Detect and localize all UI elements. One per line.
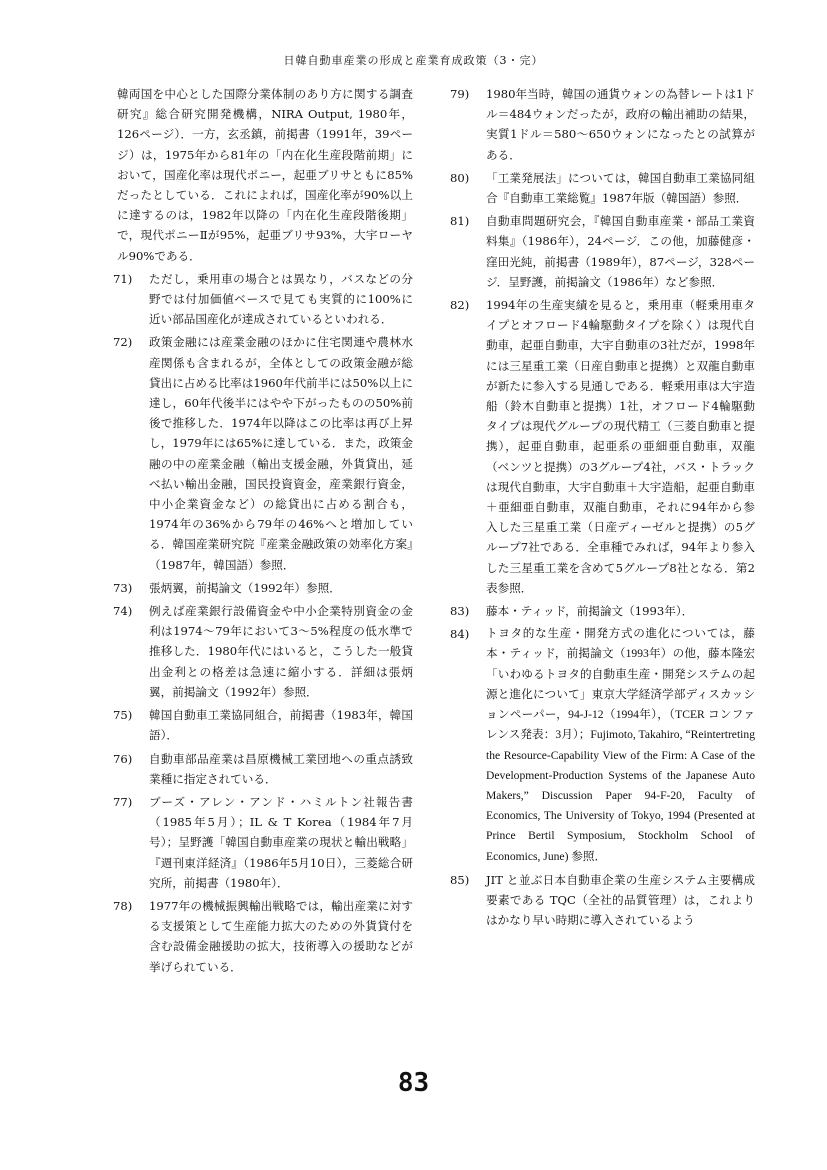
footnote	[450, 624, 755, 866]
footnote	[113, 601, 413, 702]
footnote	[113, 578, 413, 598]
footnote-text: 政策金融には産業金融のほかに住宅関連や農林水産関係も含まれるが，全体としての政策金融が総貸出に占める比率は1960年代前半には50%以上に達し，60年代後半にはやや下がったものの50%前後で推移した．1974年以降はこの比率は再び上昇し，1979年には65%に達している．また，政策金融の中の産業金融（輸出支援金融，外貨貸出，延べ払い輸出金融，国民投資資金，産業銀行資金，中小企業資金など）の総貸出に占める割合も，1974年の36%から79年の46%へと増加している．韓国産業研究院『産業金融政策の効率化方案』（1987年，韓国語）参照．	[149, 335, 413, 572]
footnote-number: 76)	[113, 751, 133, 766]
footnote-text: 自動車問題研究会，『韓国自動車産業・部品工業資料集』（1986年），24ページ．この他，加藤健彦・窪田光純，前掲書（1989年），87ページ，328ページ．呈野護，前掲論文（1986年）など参照．	[486, 214, 755, 289]
footnote-text: ただし，乗用車の場合とは異なり，バスなどの分野では付加価値ベースで見ても実質的に100%に近い部品国産化が達成されているといわれる．	[149, 271, 413, 327]
footnote	[113, 792, 413, 893]
footnote-number: 77)	[113, 794, 133, 809]
footnote-number: 83)	[450, 604, 470, 619]
footnote-number: 75)	[113, 708, 133, 723]
footnote	[450, 601, 755, 621]
footnote-text: ブーズ・アレン・アンド・ハミルトン社報告書（1985年5月）；IL & T Korea（1984年7月号）；呈野護「韓国自動車産業の現状と輸出戦略」『週刊東洋経済』（1986年5月10日），三菱総合研究所，前掲書（1980年）．	[149, 794, 413, 890]
footnote-number: 72)	[113, 335, 133, 350]
footnote	[113, 705, 413, 745]
footnote-number: 73)	[113, 580, 133, 595]
footnote	[113, 896, 413, 977]
footnote-text: 「工業発展法」については，韓国自動車工業協同組合『自動車工業総覧』1987年版（韓国語）参照．	[486, 170, 755, 206]
footnote-number: 71)	[113, 271, 133, 286]
footnote	[113, 332, 413, 574]
footnote-number: 82)	[450, 298, 470, 313]
running-header: 日韓自動車産業の形成と産業育成政策（3・完）	[283, 54, 544, 67]
footnote-text: 韓国自動車工業協同組合，前掲書（1983年，韓国語）．	[149, 708, 413, 743]
footnote-text: 1977年の機械振興輸出戦略では，輸出産業に対する支援策として生産能力拡大のための外貨貸付を含む設備金融援助の拡大，技術導入の援助などが挙げられている．	[149, 898, 413, 974]
left-column	[113, 84, 413, 980]
footnote-text: 1980年当時，韓国の通貨ウォンの為替レートは1ドル＝484ウォンだったが，政府の輸出補助の結果，実質1ドル＝580～650ウォンになったとの試算がある．	[486, 87, 755, 162]
footnote-text: 藤本・ティッド，前掲論文（1993年）．	[486, 604, 694, 619]
footnote-text: JIT と並ぶ日本自動車企業の生産システム主要構成要素である TQC（全社的品質管理）は，これよりはかなり早い時期に導入されているよう	[486, 872, 755, 928]
footnote	[450, 295, 755, 598]
footnote-number: 74)	[113, 604, 133, 619]
footnote-text: トヨタ的な生産・開発方式の進化については，藤本・ティッド，前掲論文（1993年）の他，藤本隆宏「いわゆるトヨタ的自動車生産・開発システムの起源と進化について」東京大学経済学部ディスカッションペーパー，94-J-12（1994年），（TCER コンファレンス発表：3月）；Fujimoto, Takahiro, “Reintertreting the Resource-Capability View of the Firm: A Case of the Development-Production Systems of the Japanese Auto Makers,” Discussion Paper 94-F-20, Faculty of Economics, The University of Tokyo, 1994 (Presented at Prince Bertil Symposium, Stockholm School of Economics, June) 参照．	[486, 627, 755, 863]
footnote-number: 84)	[450, 627, 470, 642]
footnote-number: 81)	[450, 214, 470, 229]
footnote-number: 78)	[113, 898, 133, 913]
footnote-number: 79)	[450, 87, 470, 101]
footnote-text: 1994年の生産実績を見ると，乗用車（軽乗用車タイプとオフロード4輪駆動タイプを除く）は現代自動車，起亜自動車，大宇自動車の3社だが，1998年には三星重工業（日産自動車と提携）と双龍自動車が新たに参入する見通しである．軽乗用車は大宇造船（鈴木自動車と提携）1社，オフロード4輪駆動タイプは現代グループの現代精工（三菱自動車と提携），起亜自動車，起亜系の亜細亜自動車，双龍（ベンツと提携）の3グループ4社，バス・トラックは現代自動車，大宇自動車＋大宇造船，起亜自動車＋亜細亜自動車，双龍自動車，それに94年から参入した三星重工業（日産ディーゼルと提携）の5グループ7社である．全車種でみれば，94年より参入した三星重工業を含めて5グループ8社となる．第2表参照．	[486, 298, 755, 595]
footnote	[450, 870, 755, 931]
footnote-number: 85)	[450, 872, 470, 887]
footnote	[113, 269, 413, 330]
footnote	[450, 168, 755, 208]
page-number: 83	[397, 1068, 430, 1098]
footnote-text: 自動車部品産業は昌原機械工業団地への重点誘致業種に指定されている．	[149, 751, 413, 786]
right-column	[450, 84, 755, 933]
footnote	[113, 749, 413, 789]
footnote-number: 80)	[450, 170, 470, 185]
footnote-text: 張炳翼，前掲論文（1992年）参照．	[149, 580, 341, 595]
footnote	[450, 84, 755, 165]
footnote-text: 例えば産業銀行設備資金や中小企業特別資金の金利は1974～79年において3～5%程度の低水準で推移した．1980年代にはいると，こうした一般貸出金利との格差は急速に縮小する．詳細は張炳翼，前掲論文（1992年）参照．	[149, 604, 413, 699]
footnote	[450, 211, 755, 292]
note-continuation: 韓両国を中心とした国際分業体制のあり方に関する調査研究』総合研究開発機構，NIRA Output, 1980年，126ページ）．一方，玄丞鎮，前掲書（1991年，39ページ）は，1975年から81年の「内在化生産段階前期」において，国産化率は現代ポニー，起亜ブリサともに85%だったとしている．これによれば，国産化率が90%以上に達するのは，1982年以降の「内在化生産段階後期」で，現代ポニーⅡが95%，起亜ブリサ93%，大宇ローヤル90%である．	[117, 87, 413, 263]
